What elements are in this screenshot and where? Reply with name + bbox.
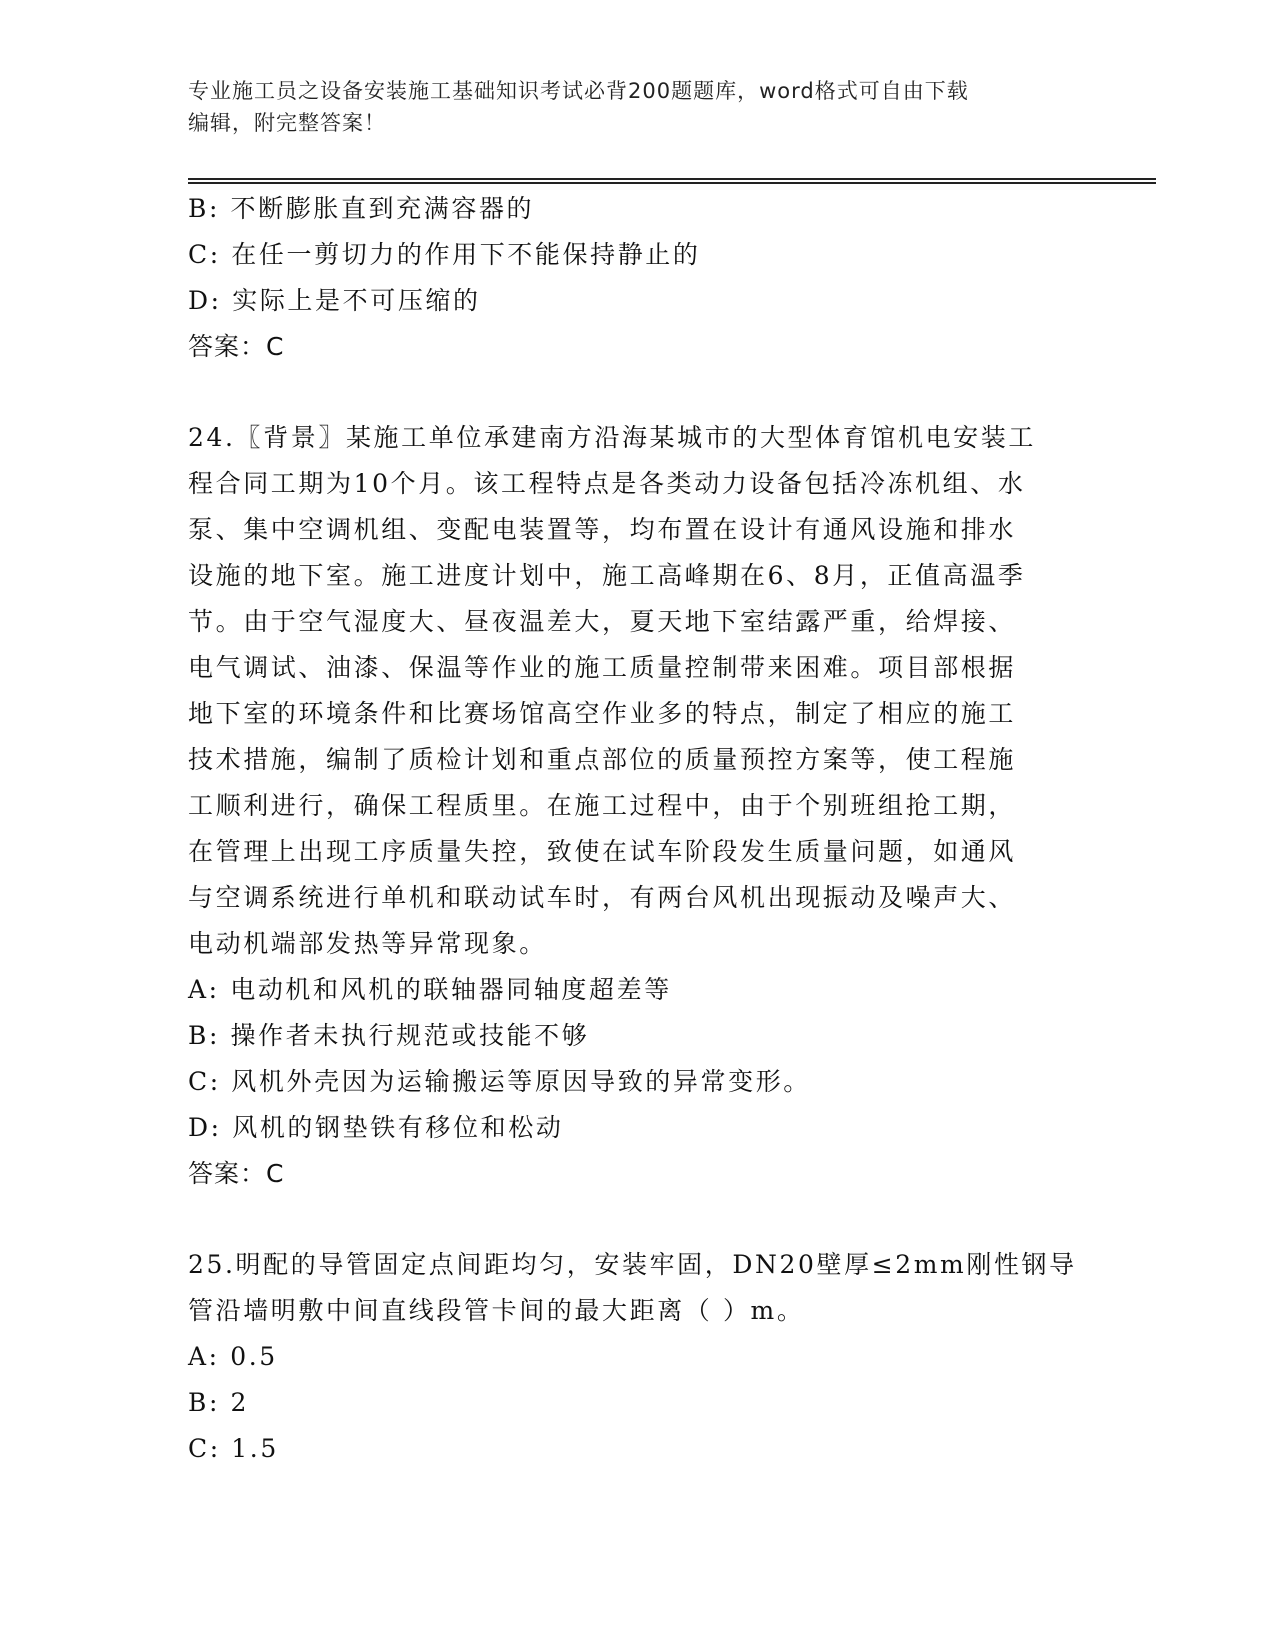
question-24-option-d: D: 风机的钢垫铁有移位和松动: [188, 1113, 564, 1142]
question-24-line: 工顺利进行，确保工程质里。在施工过程中，由于个别班组抢工期，: [188, 791, 1017, 820]
header-divider-line-top: [188, 178, 1156, 180]
question-24-body: [188, 415, 1088, 967]
question-24-answer: 答案：C: [188, 1159, 285, 1188]
previous-question: [188, 186, 1088, 370]
question-25-option-a: A: 0.5: [188, 1342, 278, 1371]
document-content: [188, 186, 1088, 1472]
question-25-body: [188, 1242, 1088, 1334]
question-24-line: 地下室的环境条件和比赛场馆高空作业多的特点，制定了相应的施工: [188, 699, 1017, 728]
question-24-option-c: C: 风机外壳因为运输搬运等原因导致的异常变形。: [188, 1067, 811, 1096]
question-24-line: 在管理上出现工序质量失控，致使在试车阶段发生质量问题，如通风: [188, 837, 1017, 866]
question-24-line: 24.〖背景〗某施工单位承建南方沿海某城市的大型体育馆机电安装工: [188, 423, 1036, 452]
header-title-line-2: 编辑，附完整答案！: [188, 111, 386, 135]
page-header: [188, 75, 1068, 139]
question-25-line: 25.明配的导管固定点间距均匀，安装牢固，DN20壁厚≤2mm刚性钢导: [188, 1250, 1077, 1279]
question-24-line: 技术措施，编制了质检计划和重点部位的质量预控方案等，使工程施: [188, 745, 1017, 774]
question-24-option-b: B: 操作者未执行规范或技能不够: [188, 1021, 590, 1050]
question-25-option-b: B: 2: [188, 1388, 250, 1417]
answer: 答案：C: [188, 332, 285, 361]
option-b: B: 不断膨胀直到充满容器的: [188, 194, 535, 223]
header-divider: [188, 178, 1156, 184]
question-25-option-c: C: 1.5: [188, 1434, 279, 1463]
question-24-line: 电气调试、油漆、保温等作业的施工质量控制带来困难。项目部根据: [188, 653, 1017, 682]
option-d: D: 实际上是不可压缩的: [188, 286, 481, 315]
question-24-line: 与空调系统进行单机和联动试车时，有两台风机出现振动及噪声大、: [188, 883, 1017, 912]
question-24-line: 节。由于空气湿度大、昼夜温差大，夏天地下室结露严重，给焊接、: [188, 607, 1017, 636]
spacer: [188, 370, 1088, 415]
question-24-line: 设施的地下室。施工进度计划中，施工高峰期在6、8月，正值高温季: [188, 561, 1026, 590]
question-24-line: 程合同工期为10个月。该工程特点是各类动力设备包括冷冻机组、水: [188, 469, 1026, 498]
question-24-option-a: A: 电动机和风机的联轴器同轴度超差等: [188, 975, 672, 1004]
question-24: [188, 415, 1088, 1197]
question-25: [188, 1242, 1088, 1472]
option-c: C: 在任一剪切力的作用下不能保持静止的: [188, 240, 701, 269]
spacer: [188, 1197, 1088, 1242]
header-divider-line-bottom: [188, 182, 1156, 184]
question-24-line: 泵、集中空调机组、变配电装置等，均布置在设计有通风设施和排水: [188, 515, 1017, 544]
question-25-line: 管沿墙明敷中间直线段管卡间的最大距离（ ）m。: [188, 1296, 805, 1325]
question-24-line: 电动机端部发热等异常现象。: [188, 929, 547, 958]
header-title-line-1: 专业施工员之设备安装施工基础知识考试必背200题题库，word格式可自由下载: [188, 79, 969, 103]
